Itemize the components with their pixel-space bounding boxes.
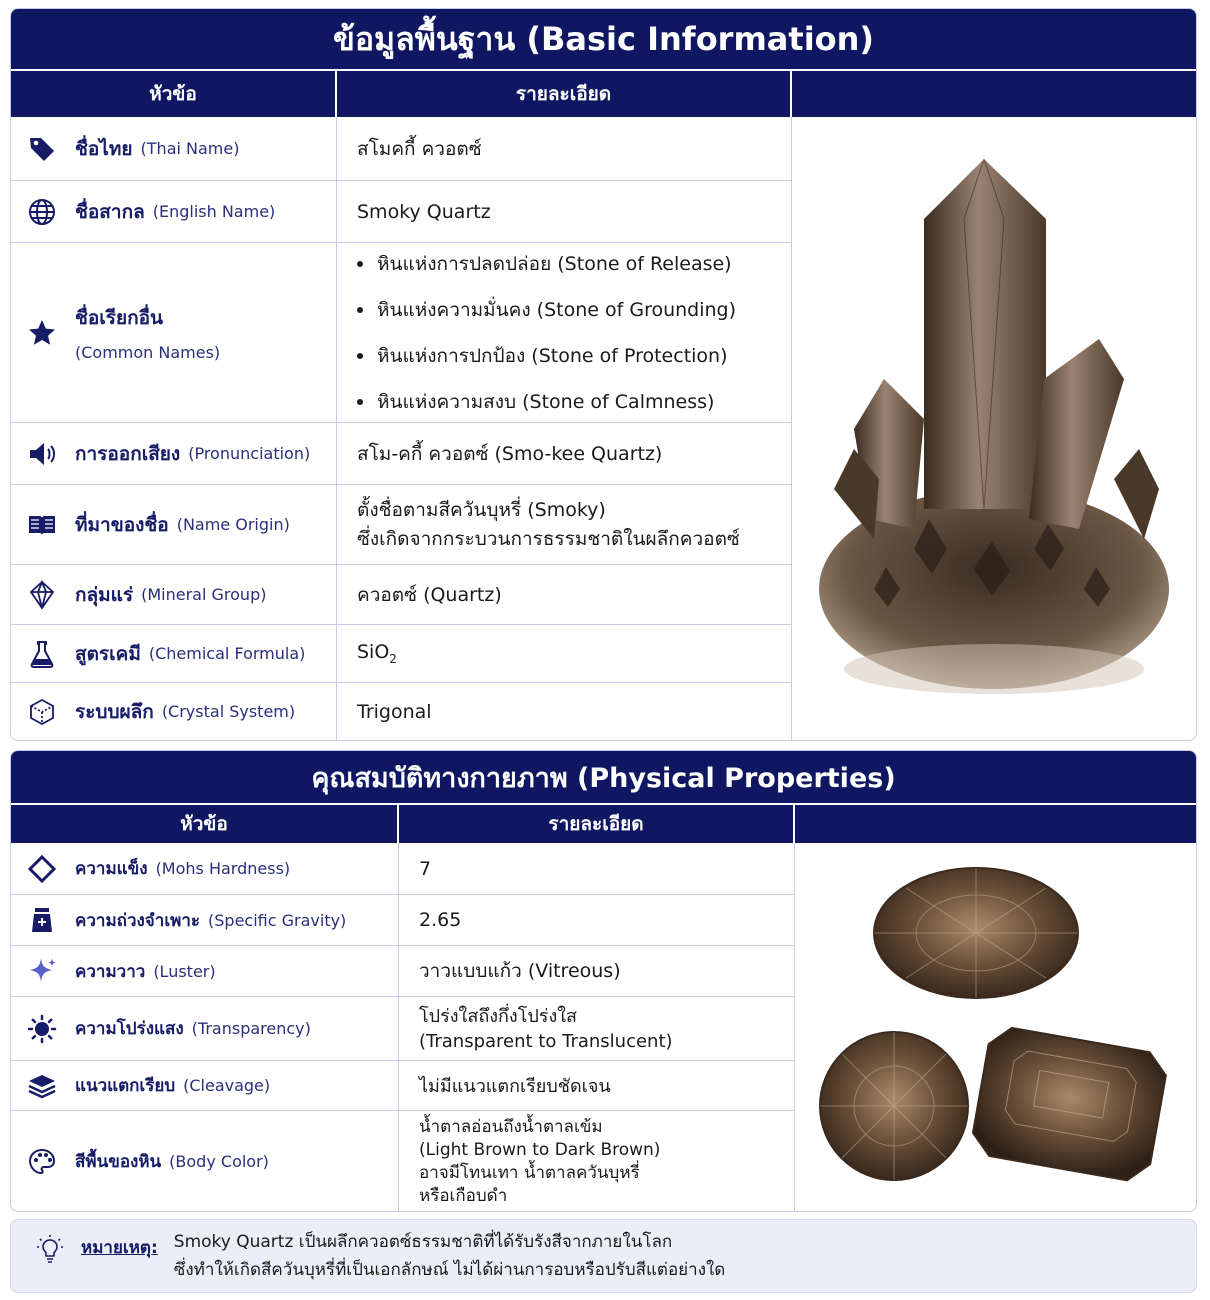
gem-outline-icon — [25, 578, 59, 612]
row-thai-name — [11, 117, 792, 181]
value-thai-name — [337, 117, 792, 180]
value-line: น้ำตาลอ่อนถึงน้ำตาลเข้ม — [419, 1116, 603, 1137]
row-luster — [11, 946, 795, 997]
label-thai: ความแข็ง — [75, 859, 148, 879]
formula-subscript: 2 — [389, 651, 397, 666]
label-thai: สูตรเคมี — [75, 642, 141, 665]
label-thai: ความวาว — [75, 961, 146, 982]
label-en: (Body Color) — [169, 1152, 269, 1171]
label-thai: ความถ่วงจำเพาะ — [75, 910, 201, 931]
cut-gemstones-image — [795, 843, 1196, 1212]
flask-icon — [25, 637, 59, 671]
label-en: (Pronunciation) — [188, 444, 311, 463]
col-topic: หัวข้อ — [11, 805, 399, 843]
sparkle-icon — [25, 954, 59, 988]
row-crystal-system — [11, 683, 792, 740]
label-en: (Mineral Group) — [141, 585, 267, 604]
value-line: ตั้งชื่อตามสีควันบุหรี่ (Smoky) — [357, 498, 606, 521]
row-cleavage — [11, 1061, 795, 1111]
physical-properties-section — [10, 750, 1197, 1212]
value-line: (Transparent to Translucent) — [419, 1030, 673, 1052]
value-specific-gravity — [399, 895, 795, 945]
value-line: ซึ่งเกิดจากกระบวนการธรรมชาติในผลึกควอตซ์ — [357, 527, 740, 550]
label-en: (Thai Name) — [140, 139, 240, 158]
lightbulb-icon — [33, 1232, 67, 1266]
label-en: (Luster) — [153, 961, 216, 981]
weight-icon — [25, 903, 59, 937]
speaker-icon — [25, 437, 59, 471]
value-text: Smoky Quartz — [357, 200, 491, 223]
value-crystal-system — [337, 683, 792, 740]
basic-info-section — [10, 8, 1197, 741]
book-icon — [25, 508, 59, 542]
value-text: Trigonal — [357, 700, 432, 723]
list-item: หินแห่งการปกป้อง (Stone of Protection) — [357, 341, 791, 371]
label-en: (Chemical Formula) — [148, 644, 306, 663]
row-transparency — [11, 997, 795, 1061]
value-name-origin — [337, 485, 792, 564]
list-item: หินแห่งความมั่นคง (Stone of Grounding) — [357, 295, 791, 325]
list-item: หินแห่งความสงบ (Stone of Calmness) — [357, 387, 791, 417]
col-image — [795, 805, 1196, 843]
value-line: (Light Brown to Dark Brown) — [419, 1139, 661, 1160]
label-en: (Specific Gravity) — [208, 910, 347, 930]
col-detail: รายละเอียด — [337, 71, 792, 117]
row-hardness — [11, 843, 795, 895]
label-en: (English Name) — [152, 202, 276, 221]
diamond-icon — [25, 852, 59, 886]
label-thai: ชื่อเรียกอื่น — [75, 307, 164, 329]
value-text: 2.65 — [419, 909, 462, 931]
value-text: วาวแบบแก้ว (Vitreous) — [419, 960, 621, 982]
row-pronunciation — [11, 423, 792, 485]
label-en: (Transparency) — [191, 1019, 311, 1038]
row-name-origin — [11, 485, 792, 565]
value-luster — [399, 946, 795, 996]
basic-info-body — [11, 117, 1196, 740]
note-text — [174, 1228, 726, 1284]
value-text: สโมคกี้ ควอตซ์ — [357, 137, 482, 160]
col-topic: หัวข้อ — [11, 71, 337, 117]
col-image — [792, 71, 1196, 117]
star-icon — [25, 316, 59, 350]
layers-icon — [25, 1069, 59, 1103]
value-text — [357, 641, 791, 666]
physical-header — [11, 803, 1196, 843]
label-en: (Crystal System) — [161, 702, 296, 721]
value-cleavage — [399, 1061, 795, 1110]
row-english-name — [11, 181, 792, 243]
label-thai: สีพื้นของหิน — [75, 1152, 162, 1172]
label-thai: ที่มาของชื่อ — [75, 513, 169, 536]
physical-banner: คุณสมบัติทางกายภาพ (Physical Properties) — [11, 751, 1196, 803]
row-chemical-formula — [11, 625, 792, 683]
label-thai: ความโปร่งแสง — [75, 1019, 184, 1039]
row-common-names — [11, 243, 792, 423]
label-thai: ชื่อไทย — [75, 137, 133, 160]
value-line: โปร่งใสถึงกึ่งโปร่งใส — [419, 1005, 578, 1027]
sun-icon — [25, 1012, 59, 1046]
value-body-color — [399, 1111, 795, 1212]
crystal-cluster-image — [792, 117, 1196, 740]
note-label: หมายเหตุ: — [81, 1238, 158, 1258]
palette-icon — [25, 1145, 59, 1179]
value-mineral-group — [337, 565, 792, 624]
label-thai: การออกเสียง — [75, 442, 181, 465]
value-transparency — [399, 997, 795, 1060]
label-en: (Mohs Hardness) — [155, 859, 291, 878]
globe-icon — [25, 195, 59, 229]
label-thai: ระบบผลึก — [75, 700, 154, 723]
basic-info-header — [11, 69, 1196, 117]
note-line: Smoky Quartz เป็นผลึกควอตซ์ธรรมชาติที่ได้รับรังสีจากภายในโลก — [173, 1232, 673, 1252]
value-line: หรือเกือบดำ — [419, 1185, 508, 1206]
value-text: 7 — [419, 857, 432, 880]
basic-info-rows — [11, 117, 792, 740]
value-text: สโม-คกี้ ควอตซ์ (Smo-kee Quartz) — [357, 442, 663, 465]
note-box — [10, 1219, 1197, 1293]
value-common-names — [337, 243, 792, 422]
value-pronunciation — [337, 423, 792, 484]
label-en: (Common Names) — [75, 343, 221, 362]
value-chemical-formula — [337, 625, 792, 682]
formula-base: SiO — [357, 641, 390, 664]
value-text: ควอตซ์ (Quartz) — [357, 583, 502, 606]
label-thai: แนวแตกเรียบ — [75, 1076, 176, 1096]
value-line: อาจมีโทนเทา น้ำตาลควันบุหรี่ — [419, 1162, 640, 1183]
list-item: หินแห่งการปลดปล่อย (Stone of Release) — [357, 249, 791, 279]
physical-rows — [11, 843, 795, 1212]
row-mineral-group — [11, 565, 792, 625]
row-specific-gravity — [11, 895, 795, 946]
value-english-name — [337, 181, 792, 242]
label-en: (Cleavage) — [183, 1076, 271, 1095]
value-text: ไม่มีแนวแตกเรียบชัดเจน — [419, 1076, 611, 1097]
value-hardness — [399, 843, 795, 894]
label-thai: ชื่อสากล — [75, 200, 145, 223]
label-thai: กลุ่มแร่ — [75, 583, 134, 606]
row-body-color — [11, 1111, 795, 1212]
note-line: ซึ่งทำให้เกิดสีควันบุหรี่ที่เป็นเอกลักษณ์ ไม่ได้ผ่านการอบหรือปรับสีแต่อย่างใด — [173, 1260, 726, 1280]
label-en: (Name Origin) — [176, 515, 290, 534]
cube-icon — [25, 695, 59, 729]
basic-info-banner: ข้อมูลพื้นฐาน (Basic Information) — [11, 9, 1196, 69]
physical-body — [11, 843, 1196, 1212]
col-detail: รายละเอียด — [399, 805, 795, 843]
tag-icon — [25, 132, 59, 166]
